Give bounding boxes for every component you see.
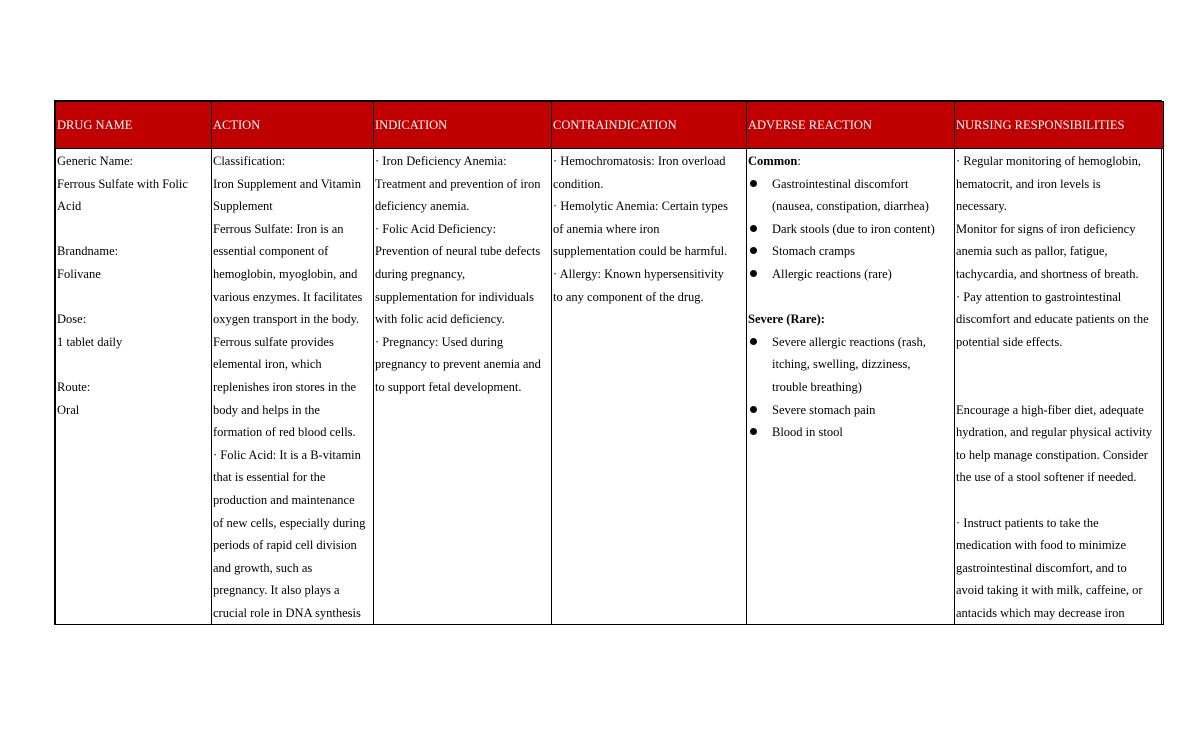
bullet-icon (750, 406, 757, 413)
reaction-text: Gastrointestinal discomfort (772, 176, 909, 191)
contraindication-line: · Hemolytic Anemia: Certain types (553, 199, 728, 214)
action-line: and growth, such as (213, 560, 313, 575)
nursing-block-monitoring (956, 150, 1162, 353)
action-line: Ferrous Sulfate: Iron is an (213, 221, 344, 236)
indication-line: to support fetal development. (375, 379, 522, 394)
reaction-text-continued: trouble breathing) (772, 379, 862, 394)
cell-drug-name (56, 149, 212, 625)
action-line: hemoglobin, myoglobin, and (213, 266, 358, 281)
action-line: formation of red blood cells. (213, 425, 356, 440)
reaction-item (748, 240, 953, 263)
reaction-item (748, 399, 953, 422)
generic-label: Generic Name: (57, 154, 134, 168)
nursing-block-administration (956, 512, 1162, 625)
nursing-line: potential side effects. (956, 334, 1063, 349)
action-line: of new cells, especially during (213, 515, 366, 530)
spacer (956, 376, 1162, 399)
indication-line: supplementation for individuals (375, 289, 535, 304)
bullet-icon (750, 180, 757, 187)
action-line: essential component of (213, 244, 329, 259)
nursing-line: avoid taking it with milk, caffeine, or (956, 583, 1143, 598)
reaction-item (748, 421, 953, 444)
spacer (748, 286, 953, 309)
nursing-line: · Regular monitoring of hemoglobin, (956, 154, 1142, 168)
common-reactions-list (748, 173, 953, 286)
action-line: periods of rapid cell division (213, 538, 357, 553)
nursing-line: hydration, and regular physical activity (956, 425, 1153, 440)
nursing-line: necessary. (956, 199, 1007, 214)
contraindication-line: condition. (553, 176, 604, 191)
nursing-line: medication with food to minimize (956, 538, 1127, 553)
reaction-item (748, 173, 953, 196)
contraindication-line: supplementation could be harmful. (553, 244, 728, 259)
contraindication-text (553, 150, 745, 308)
nursing-line: the use of a stool softener if needed. (956, 470, 1137, 485)
contraindication-line: · Allergy: Known hypersensitivity (553, 266, 724, 281)
nursing-line: gastrointestinal discomfort, and to (956, 560, 1127, 575)
action-line: elemental iron, which (213, 357, 322, 372)
nursing-line: Monitor for signs of iron deficiency (956, 221, 1136, 236)
contraindication-line: · Hemochromatosis: Iron overload (553, 154, 726, 168)
action-line: · Folic Acid: It is a B-vitamin (213, 447, 361, 462)
indication-line: Prevention of neural tube defects (375, 244, 541, 259)
nursing-line: to help manage constipation. Consider (956, 447, 1148, 462)
indication-line: pregnancy to prevent anemia and (375, 357, 541, 372)
reaction-text: Stomach cramps (772, 244, 855, 259)
reaction-item (748, 263, 953, 286)
action-line: pregnancy. It also plays a (213, 583, 340, 598)
bullet-icon (750, 247, 757, 254)
indication-line: · Iron Deficiency Anemia: (375, 154, 507, 168)
reaction-text: Severe stomach pain (772, 402, 876, 417)
route-label: Route: (57, 379, 91, 394)
action-line: production and maintenance (213, 492, 355, 507)
contraindication-line: to any component of the drug. (553, 289, 704, 304)
indication-line: during pregnancy, (375, 266, 466, 281)
action-line: Supplement (213, 199, 273, 214)
bullet-icon (750, 338, 757, 345)
nursing-line: · Pay attention to gastrointestinal (956, 289, 1122, 304)
spacer (956, 353, 1162, 376)
reaction-text: Severe allergic reactions (rash, (772, 334, 926, 349)
action-line: body and helps in the (213, 402, 320, 417)
header-nursing-responsibilities: NURSING RESPONSIBILITIES (955, 102, 1164, 149)
reaction-text: Allergic reactions (rare) (772, 266, 892, 281)
nursing-line: hematocrit, and iron levels is (956, 176, 1101, 191)
spacer (57, 286, 210, 309)
action-line: Classification: (213, 154, 286, 168)
action-line: oxygen transport in the body. (213, 312, 360, 327)
action-line: Iron Supplement and Vitamin (213, 176, 361, 191)
header-row (56, 102, 1164, 149)
nursing-line: antacids which may decrease iron (956, 605, 1125, 620)
cell-action (212, 149, 374, 625)
nursing-block-constipation (956, 399, 1162, 489)
header-action: ACTION (212, 102, 374, 149)
indication-line: · Pregnancy: Used during (375, 334, 504, 349)
spacer (57, 218, 210, 241)
cell-contraindication (552, 149, 747, 625)
spacer (956, 489, 1162, 512)
bullet-icon (750, 428, 757, 435)
action-line: that is essential for the (213, 470, 326, 485)
drug-row (56, 149, 1164, 625)
reaction-text: Dark stools (due to iron content) (772, 221, 935, 236)
reaction-text: Blood in stool (772, 425, 843, 440)
severe-heading: Severe (Rare): (748, 312, 825, 327)
cell-indication (374, 149, 552, 625)
nursing-line: discomfort and educate patients on the (956, 312, 1149, 327)
indication-text (375, 150, 550, 399)
header-contraindication: CONTRAINDICATION (552, 102, 747, 149)
nursing-line: · Instruct patients to take the (956, 515, 1099, 530)
brand-value: Folivane (57, 266, 101, 281)
indication-line: with folic acid deficiency. (375, 312, 505, 327)
reaction-text-continued: itching, swelling, dizziness, (772, 357, 911, 372)
dose-value: 1 tablet daily (57, 334, 123, 349)
bullet-icon (750, 225, 757, 232)
spacer (57, 353, 210, 376)
cell-adverse-reaction (747, 149, 955, 625)
contraindication-line: of anemia where iron (553, 221, 660, 236)
indication-line: · Folic Acid Deficiency: (375, 221, 497, 236)
dose-label: Dose: (57, 312, 87, 327)
action-line: crucial role in DNA synthesis (213, 605, 361, 620)
header-indication: INDICATION (374, 102, 552, 149)
bullet-icon (750, 270, 757, 277)
action-text (213, 150, 372, 624)
header-adverse-reaction: ADVERSE REACTION (747, 102, 955, 149)
indication-line: deficiency anemia. (375, 199, 470, 214)
generic-value-line2: Acid (57, 199, 82, 214)
nursing-line: Encourage a high-fiber diet, adequate (956, 402, 1144, 417)
route-value: Oral (57, 402, 80, 417)
indication-line: Treatment and prevention of iron (375, 176, 541, 191)
reaction-text-continued: (nausea, constipation, diarrhea) (772, 199, 929, 214)
drug-study-table (55, 101, 1164, 625)
header-drug-name: DRUG NAME (56, 102, 212, 149)
common-heading: Common: (748, 154, 801, 168)
action-line: replenishes iron stores in the (213, 379, 357, 394)
nursing-line: tachycardia, and shortness of breath. (956, 266, 1139, 281)
action-line: Ferrous sulfate provides (213, 334, 334, 349)
severe-reactions-list (748, 331, 953, 444)
reaction-item (748, 331, 953, 354)
nursing-line: anemia such as pallor, fatigue, (956, 244, 1108, 259)
action-line: various enzymes. It facilitates (213, 289, 363, 304)
brand-label: Brandname: (57, 244, 119, 259)
reaction-item (748, 218, 953, 241)
cell-nursing-responsibilities (955, 149, 1164, 625)
drug-study-table-container (54, 100, 1162, 625)
generic-value-line1: Ferrous Sulfate with Folic (57, 176, 188, 191)
